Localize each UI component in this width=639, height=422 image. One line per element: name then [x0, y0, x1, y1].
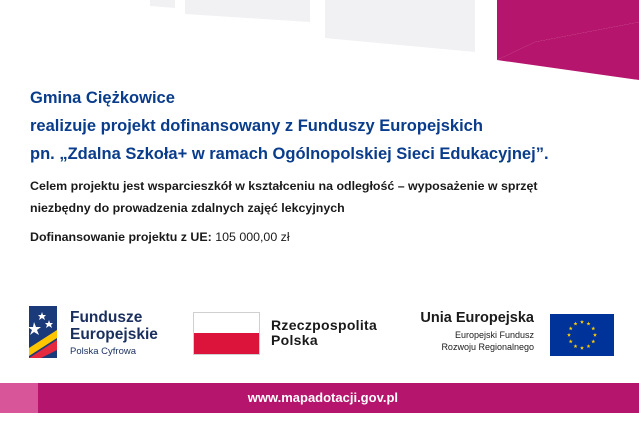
fe-emblem-icon — [27, 306, 65, 358]
polish-flag-icon — [193, 312, 260, 355]
fundusze-europejskie-logo — [27, 306, 177, 360]
description-line-2: niezbędny do prowadzenia zdalnych zajęć lekcyjnych — [30, 201, 345, 215]
footer-accent — [0, 383, 38, 413]
rp-line-1: Rzeczpospolita — [271, 317, 378, 333]
fe-line-2: Europejskie — [70, 325, 158, 343]
funding-amount: 105 000,00 zł — [215, 230, 290, 244]
title-line-3: pn. „Zdalna Szkoła+ w ramach Ogólnopolskiej Sieci Edukacyjnej”. — [30, 145, 549, 163]
ue-line-2: Europejski Fundusz — [454, 329, 534, 340]
fe-line-3: Polska Cyfrowa — [70, 346, 136, 357]
funding-label: Dofinansowanie projektu z UE: — [30, 230, 212, 244]
ue-line-1: Unia Europejska — [420, 310, 534, 326]
funding-line — [30, 230, 290, 244]
eu-flag-icon — [550, 314, 614, 356]
fe-line-1: Fundusze — [70, 309, 143, 326]
ue-line-3: Rozwoju Regionalnego — [441, 341, 534, 352]
title-line-1: Gmina Ciężkowice — [30, 89, 175, 107]
footer-url: www.mapadotacji.gov.pl — [247, 390, 398, 405]
description-line-1: Celem projektu jest wsparcieszkół w kształceniu na odległość – wyposażenie w sprzęt — [30, 179, 538, 193]
title-line-2: realizuje projekt dofinansowany z Funduszy Europejskich — [30, 117, 483, 135]
rp-line-2: Polska — [271, 331, 318, 348]
unia-europejska-logo — [400, 311, 614, 361]
rzeczpospolita-polska-logo — [193, 312, 393, 356]
footer-bar — [0, 383, 639, 413]
header-decoration — [0, 0, 639, 90]
